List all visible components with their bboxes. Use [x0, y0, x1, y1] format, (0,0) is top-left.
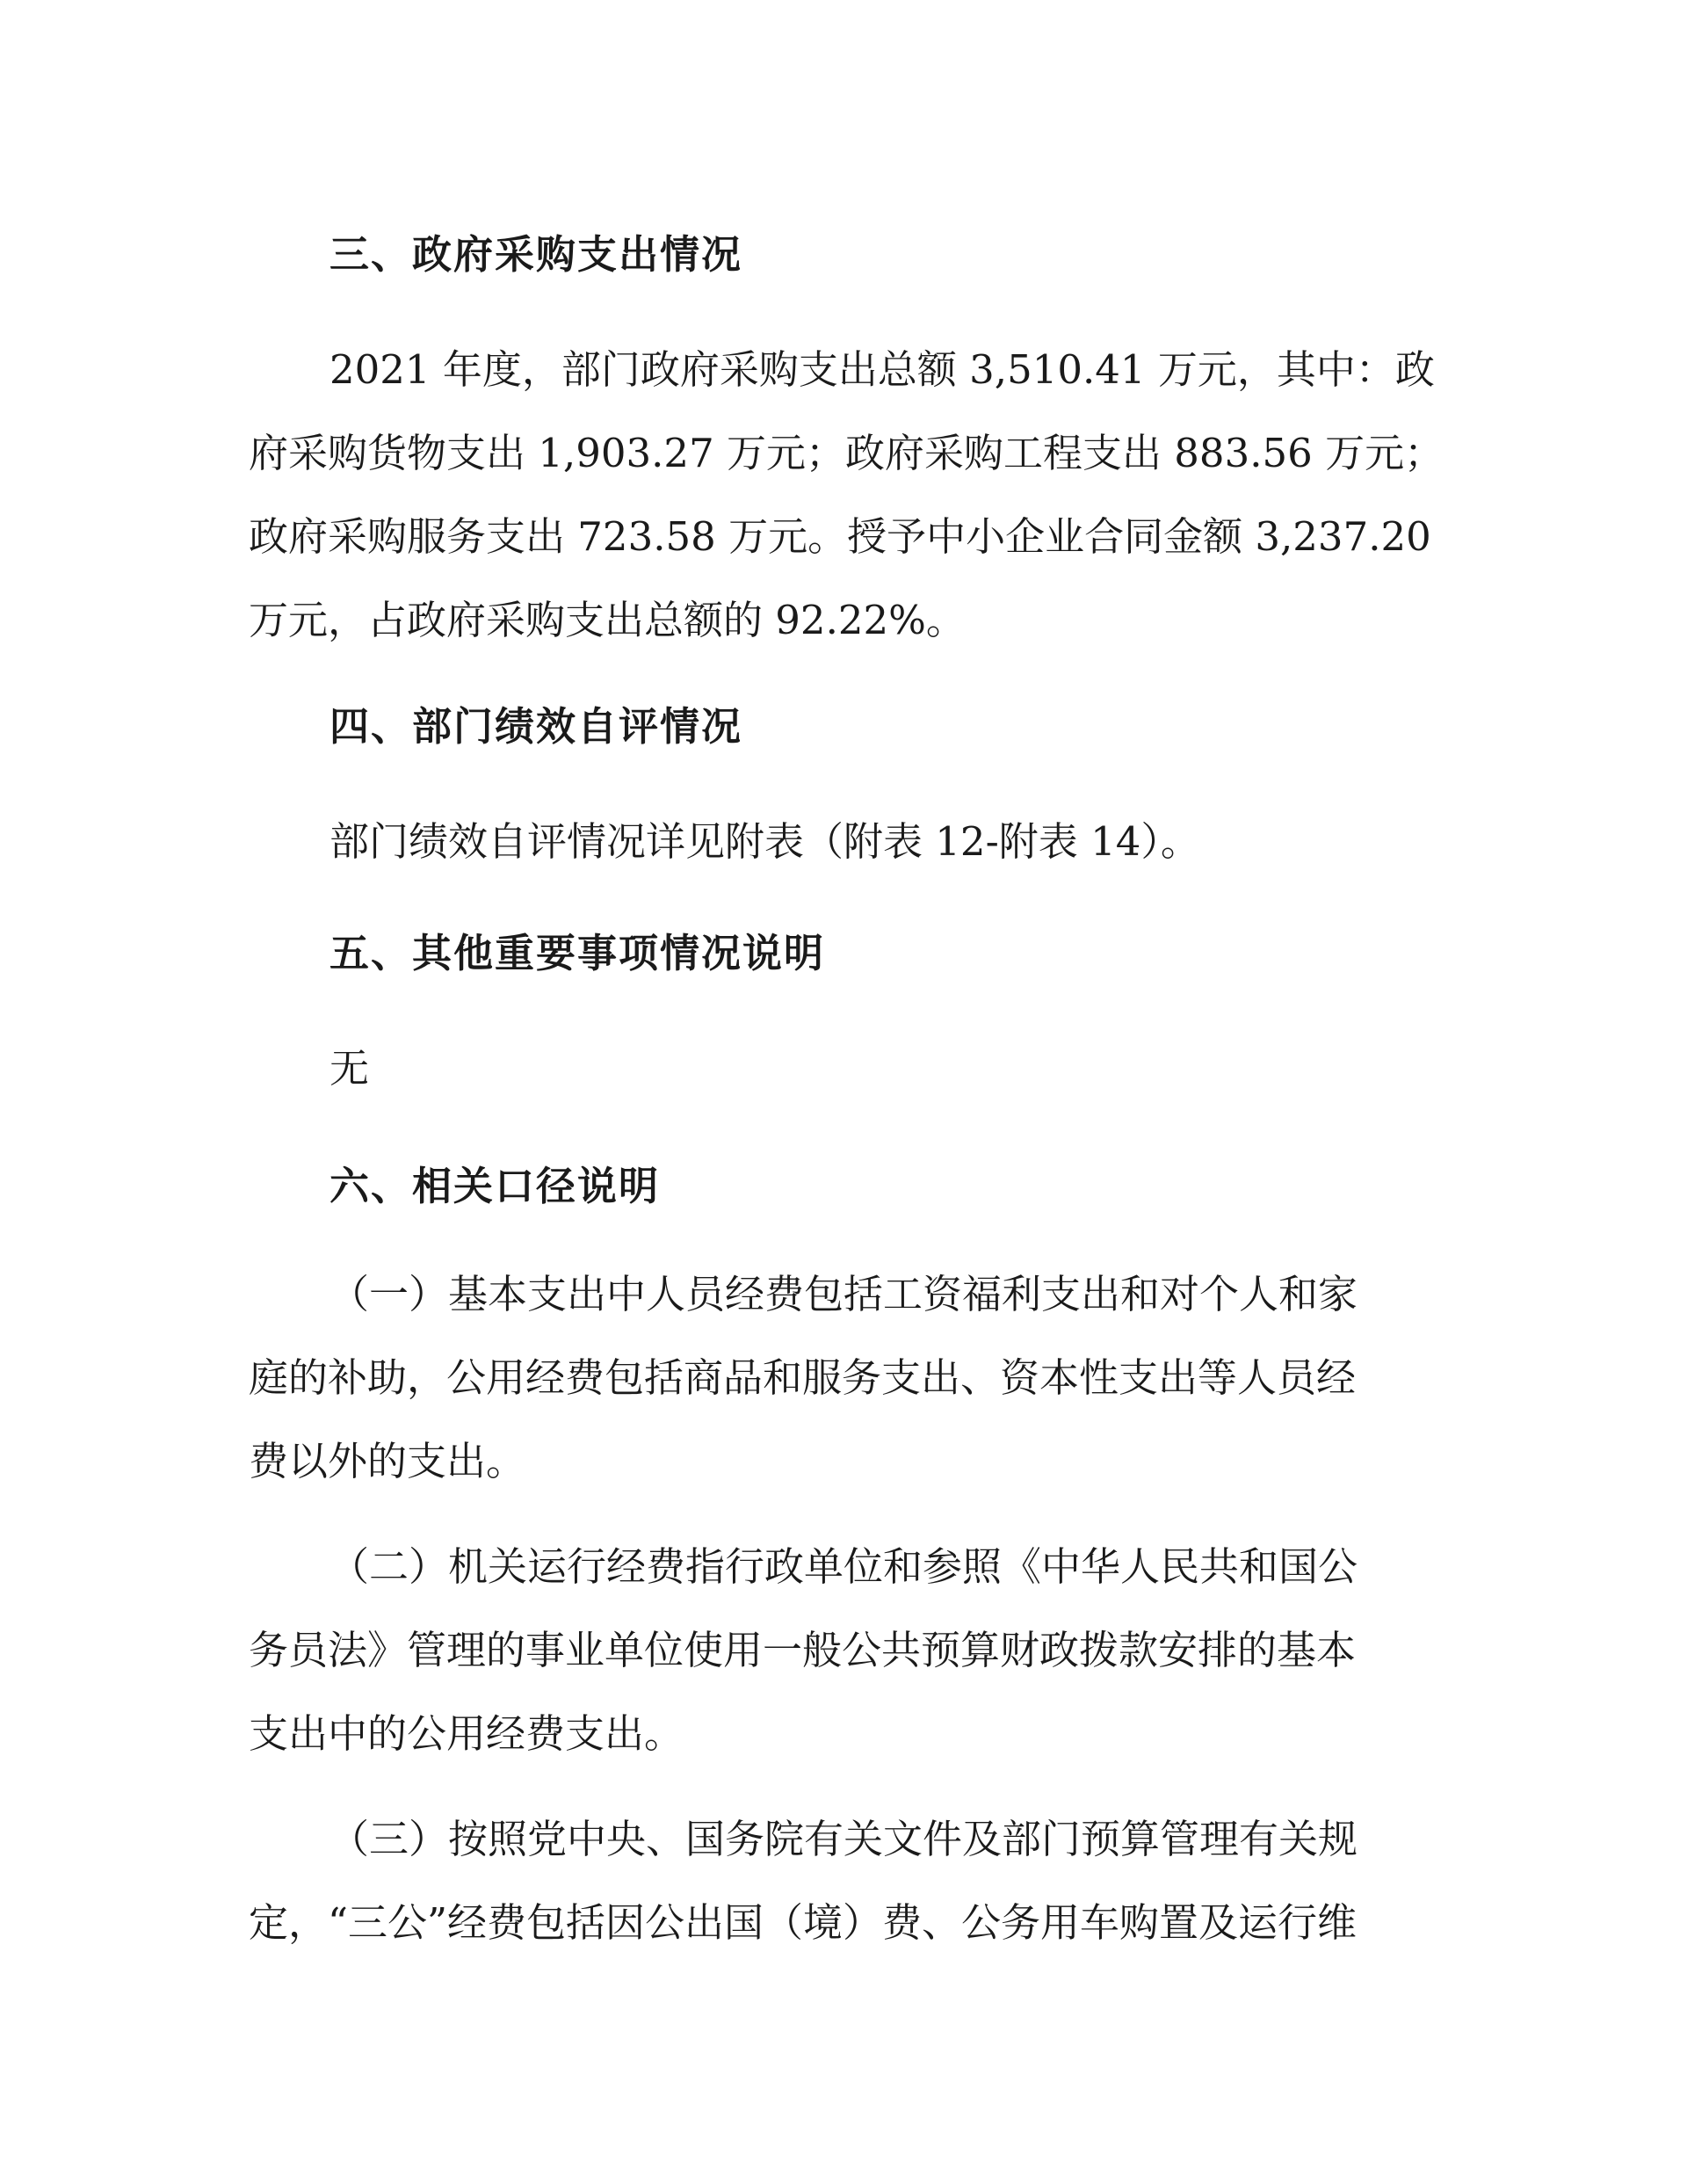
paragraph-line: 支出中的公用经费支出。 — [249, 1710, 684, 1757]
paragraph-definition-1 — [249, 1252, 1444, 1503]
paragraph-line: 庭的补助，公用经费包括商品和服务支出、资本性支出等人员经 — [249, 1354, 1357, 1401]
paragraph-performance-self-evaluation — [249, 800, 1444, 883]
paragraph-line: （三）按照党中央、国务院有关文件及部门预算管理有关规 — [329, 1816, 1358, 1862]
paragraph-line: 2021 年度，部门政府采购支出总额 3,510.41 万元，其中：政 — [329, 346, 1435, 393]
paragraph-line: 万元，占政府采购支出总额的 92.22%。 — [249, 597, 966, 643]
paragraph-line: 定，“三公”经费包括因公出国（境）费、公务用车购置及运行维 — [249, 1899, 1358, 1946]
paragraph-line: 务员法》管理的事业单位使用一般公共预算财政拨款安排的基本 — [249, 1627, 1357, 1673]
paragraph-other-important-matters — [249, 1027, 1444, 1110]
paragraph-definition-3 — [249, 1797, 1444, 1964]
paragraph-line: （一）基本支出中人员经费包括工资福利支出和对个人和家 — [329, 1271, 1358, 1317]
paragraph-line: 无 — [329, 1045, 370, 1092]
paragraph-line: 府采购货物支出 1,903.27 万元；政府采购工程支出 883.56 万元； — [249, 430, 1444, 476]
paragraph-line: 政府采购服务支出 723.58 万元。授予中小企业合同金额 3,237.20 — [249, 513, 1431, 560]
paragraph-line: 部门绩效自评情况详见附表（附表 12-附表 14）。 — [329, 818, 1200, 865]
section-heading-definitions: 六、相关口径说明 — [329, 1163, 661, 1209]
paragraph-line: 费以外的支出。 — [249, 1438, 526, 1484]
section-heading-government-procurement: 三、政府采购支出情况 — [329, 231, 743, 278]
section-heading-other-important-matters: 五、其他重要事项情况说明 — [329, 930, 826, 976]
paragraph-definition-2 — [249, 1525, 1444, 1775]
paragraph-line: （二）机关运行经费指行政单位和参照《中华人民共和国公 — [329, 1543, 1358, 1590]
paragraph-government-procurement — [249, 328, 1444, 662]
section-heading-performance-self-evaluation: 四、部门绩效自评情况 — [329, 703, 743, 750]
